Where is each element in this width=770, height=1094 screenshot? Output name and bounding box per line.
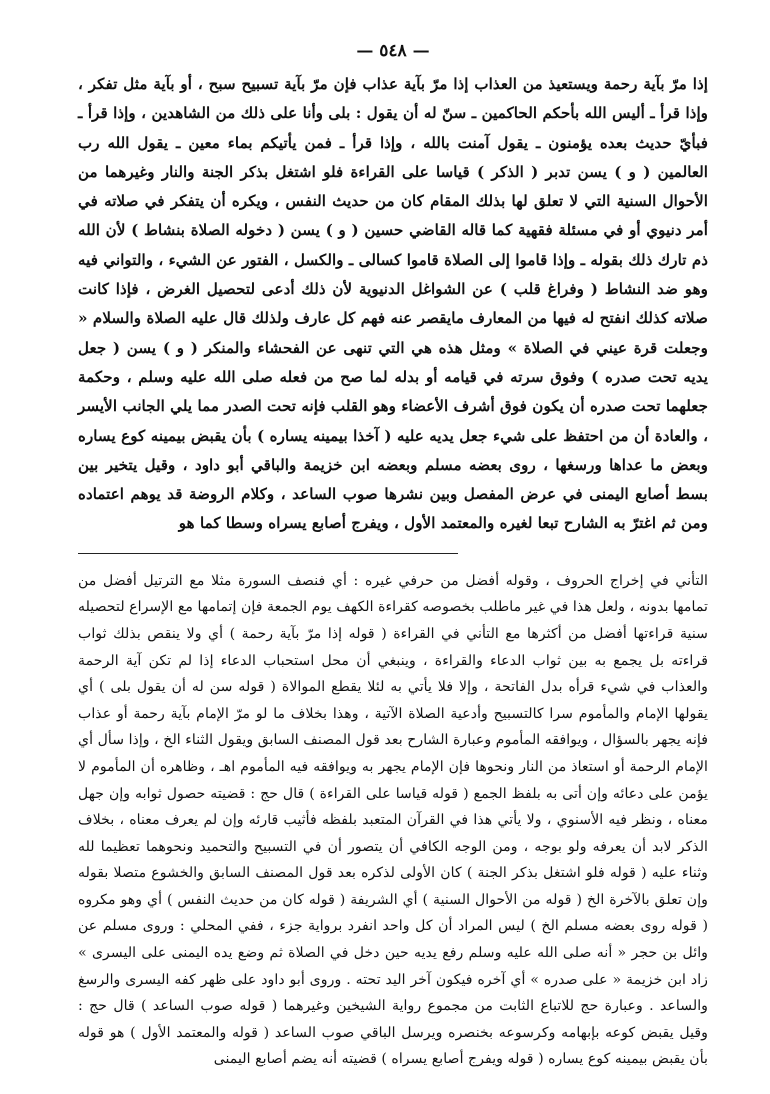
footnote-text-body: التأني في إخراج الحروف ، وقوله أفضل من حرفي غيره : أي فنصف السورة مثلا مع الترتيل أفضل من تمامها بدونه ، ولعل هذا في غير ماطلب بخصوصه كقراءة الكهف يوم الجمعة فإن إتمامها مع الإسراع لتحصيله سنية قراءتها أفضل من أكثرها مع التأني في القراءة ( قوله إذا مرّ بآية رحمة ) أي ولا ينقص بذلك ثواب قراءته بل يجمع به بين ثواب الدعاء والقراءة ، وينبغي أن محل استحباب الدعاء إذا لم تكن آية الرحمة والعذاب في شيء قرأه بدل الفاتحة ، وإلا فلا يأتي به لئلا يقطع الموالاة ( قوله سن له أن يقول بلى ) أي يقولها الإمام والمأموم سرا كالتسبيح وأدعية الصلاة الآتية ، وهذا بخلاف ما لو مرّ الإمام بآية رحمة أو عذاب فإنه يجهر بالسؤال ، ويوافقه المأموم وعبارة الشارح بعد قول المصنف السابق ويقول الثناء الخ ، وإذا سأل أي الإمام الرحمة أو استعاذ من النار ونحوها فإن الإمام يجهر به ويوافقه فيه المأموم اهـ ، وظاهره أن المأموم لا يؤمن على دعائه وإن أتى به بلفظ الجمع ( قوله قياسا على القراءة ) قال حج : قضيته حصول ثوابه وإن جهل معناه ، ونظر فيه الأسنوي ، ولا يأتي هذا في القرآن المتعبد بلفظه فأثيب قارئه وإن لم يعرف معناه ، بخلاف الذكر لابد أن يعرفه ولو بوجه ، ومن الوجه الكافي أن يتصور أن في التسبيح والتحميد ونحوهما تعظيما لله وثناء عليه ( قوله فلو اشتغل بذكر الجنة ) كان الأولى لذكره بعد قول المصنف السابق والخشوع متصلا بقوله وإن تعلق بالآخرة الخ ( قوله من الأحوال السنية ) أي الشريفة ( قوله كان من حديث النفس ) أي وهو مكروه ( قوله روى بعضه مسلم الخ ) ليس المراد أن كل واحد انفرد برواية جزء ، ففي المحلي : وروى مسلم عن وائل بن حجر « أنه صلى الله عليه وسلم رفع يديه حين دخل في الصلاة ثم وضع يده اليمنى على اليسرى » زاد ابن خزيمة « على صدره » أي آخره فيكون آخر اليد تحته . وروى أبو داود على ظهر كفه اليسرى والرسغ والساعد . وعبارة حج للاتباع الثابت من مجموع رواية الشيخين وغيرهما ( قوله صوب الساعد ) قال حج : وقيل يقبض كوعه بإبهامه وكرسوعه بخنصره ويرسل الباقي صوب الساعد ( قوله والمعتمد الأول ) هو قوله بأن يقبض بيمينه كوع يساره ( قوله ويفرج أصابع يسراه ) قضيته أنه يضم أصابع اليمنى — [78, 572, 708, 1068]
footnote-divider — [78, 553, 458, 554]
main-text-body: إذا مرّ بآية رحمة ويستعيذ من العذاب إذا مرّ بآية عذاب فإن مرّ بآية تسبيح سبح ، أو بآية مثل تفكر ، وإذا قرأ ـ أليس الله بأحكم الحاكمين ـ سنّ له أن يقول : بلى وأنا على ذلك من الشاهدين ، وإذا قرأ ـ فبأيّ حديث بعده يؤمنون ـ يقول آمنت بالله ، وإذا قرأ ـ فمن يأتيكم بماء معين ـ يقول الله رب العالمين ( و ) يسن تدبر ( الذكر ) قياسا على القراءة فلو اشتغل بذكر الجنة والنار وغيرهما من الأحوال السنية التي لا تعلق لها بذلك المقام كان من حديث النفس ، ويكره أن يتفكر في صلاته في أمر دنيوي أو في مسئلة فقهية كما قاله القاضي حسين ( و ) يسن ( دخوله الصلاة بنشاط ) لأن الله ذم تارك ذلك بقوله ـ وإذا قاموا إلى الصلاة قاموا كسالى ـ والكسل ، الفتور عن الشيء ، والتواني فيه وهو ضد النشاط ( وفراغ قلب ) عن الشواغل الدنيوية لأن ذلك أدعى لتحصيل الغرض ، فإذا كانت صلاته كذلك انفتح له فيها من المعارف مايقصر عنه فهم كل عارف ولذلك قال عليه الصلاة والسلام « وجعلت قرة عيني في الصلاة » ومثل هذه هي التي تنهى عن الفحشاء والمنكر ( و ) يسن ( جعل يديه تحت صدره ) وفوق سرته في قيامه أو بدله لما صح من فعله صلى الله عليه وسلم ، وحكمة جعلهما تحت صدره أن يكون فوق أشرف الأعضاء وهو القلب فإنه تحت الصدر مما يلي الجانب الأيسر ، والعادة أن من احتفظ على شيء جعل يديه عليه ( آخذا بيمينه يساره ) بأن يقبض بيمينه كوع يساره وبعض ما عداها ورسغها ، روى بعضه مسلم وبعضه ابن خزيمة والباقي أبو داود ، وقيل يتخير بين بسط أصابع اليمنى في عرض المفصل وبين نشرها صوب الساعد ، وكلام الروضة قد يوهم اعتماده ومن ثم اغترّ به الشارح تبعا لغيره والمعتمد الأول ، ويفرج أصابع يسراه وسطا كما هو — [78, 75, 708, 533]
page-number: — ٥٤٨ — — [356, 41, 430, 61]
